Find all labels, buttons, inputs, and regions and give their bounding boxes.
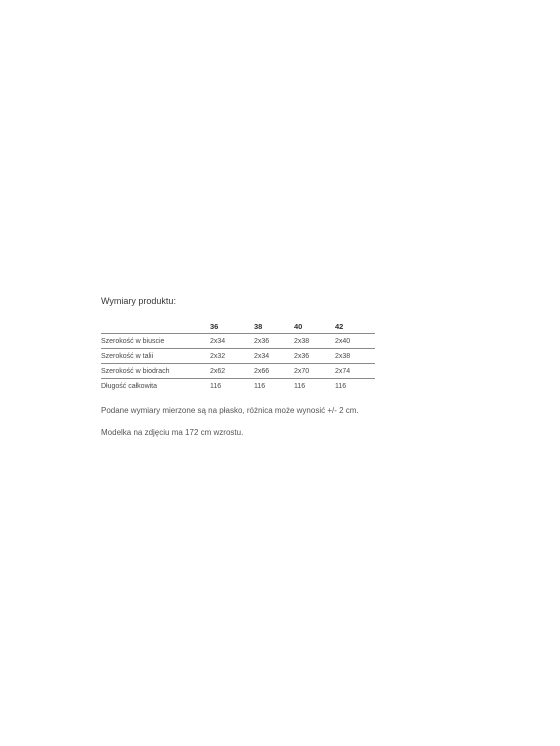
- table-header-row: [101, 319, 375, 334]
- table-header-size: 42: [335, 319, 375, 334]
- row-label: Szerokość w talii: [101, 349, 210, 364]
- table-cell: 2x62: [210, 364, 254, 379]
- table-row: [101, 379, 375, 394]
- table-cell: 2x32: [210, 349, 254, 364]
- table-cell: 116: [210, 382, 222, 390]
- row-label: Szerokość w biuscie: [101, 334, 210, 349]
- product-dimensions-section: [101, 293, 401, 439]
- table-cell: 116: [294, 382, 306, 390]
- table-cell: 2x36: [294, 349, 335, 364]
- table-cell: 2x36: [254, 334, 294, 349]
- table-cell: 2x40: [335, 334, 375, 349]
- table-cell: 2x34: [210, 334, 254, 349]
- table-cell: 2x34: [254, 349, 294, 364]
- measurement-note: Podane wymiary mierzone są na płasko, różnica może wynosić +/- 2 cm.: [101, 406, 359, 415]
- row-label: Długość całkowita: [101, 382, 158, 390]
- table-header-size: 38: [254, 319, 294, 334]
- table-cell: 116: [254, 382, 266, 390]
- model-height-note: Modelka na zdjęciu ma 172 cm wzrostu.: [101, 428, 244, 437]
- table-row: [101, 349, 375, 364]
- size-table: [101, 319, 375, 393]
- table-cell: 2x70: [294, 364, 335, 379]
- section-heading: Wymiary produktu:: [101, 296, 176, 306]
- table-cell: 2x66: [254, 364, 294, 379]
- table-cell: 2x38: [335, 349, 375, 364]
- table-header-size: 40: [294, 319, 335, 334]
- table-header-empty: [101, 319, 210, 334]
- table-cell: 2x74: [335, 364, 375, 379]
- table-row: [101, 364, 375, 379]
- table-cell: 2x38: [294, 334, 335, 349]
- table-cell: 116: [335, 382, 347, 390]
- table-header-size: 36: [210, 319, 254, 334]
- table-row: [101, 334, 375, 349]
- row-label: Szerokość w biodrach: [101, 364, 210, 379]
